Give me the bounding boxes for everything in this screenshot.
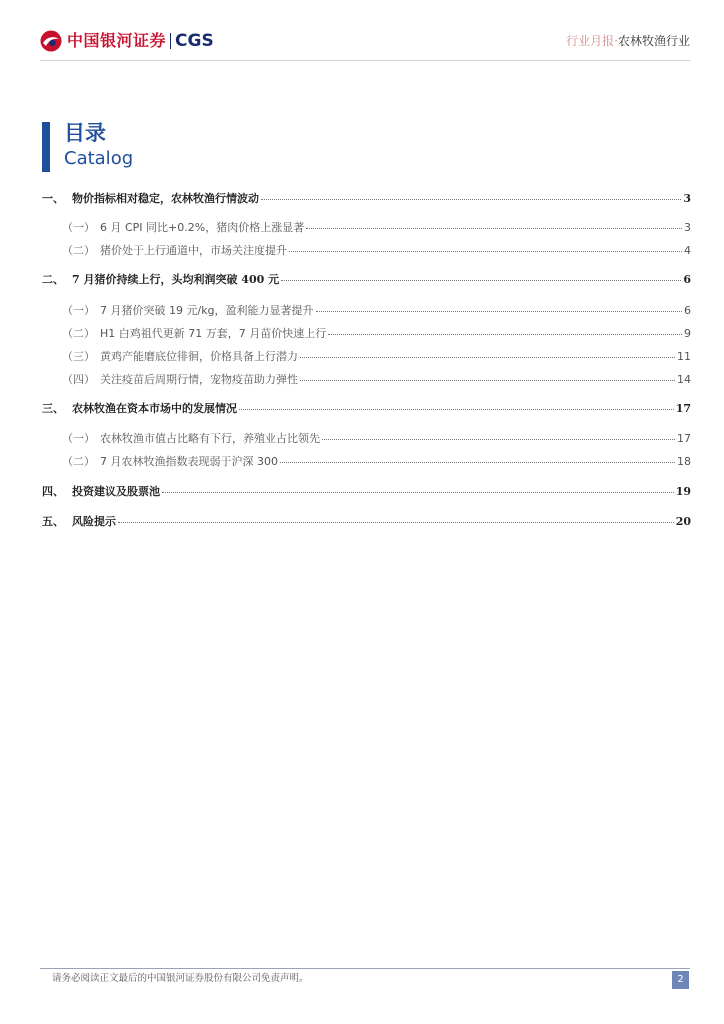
toc-entry-page: 4 [684, 244, 691, 257]
toc-entry-page: 6 [683, 273, 691, 286]
toc-entry-page: 17 [677, 432, 691, 445]
toc-entry-page: 19 [675, 485, 691, 498]
toc-section-row[interactable] [42, 513, 691, 531]
toc-entry-number: （一） [62, 221, 95, 234]
toc-entry-number: （一） [62, 432, 95, 445]
header-divider [40, 60, 690, 61]
toc-subsection-row[interactable] [42, 325, 691, 343]
toc-entry-number: （二） [62, 455, 95, 468]
toc-section-row[interactable] [42, 483, 691, 501]
report-type: 行业月报· [566, 34, 618, 48]
toc-subsection-row[interactable] [42, 348, 691, 366]
toc-entry-title: 投资建议及股票池 [72, 485, 160, 498]
toc-entry-title: H1 白鸡祖代更新 71 万套，7 月苗价快速上行 [100, 327, 327, 340]
toc-entry-number: 四、 [42, 485, 64, 498]
toc-section-row[interactable] [42, 271, 691, 289]
toc-entry-page: 17 [675, 402, 691, 415]
toc-entry-title: 物价指标相对稳定，农林牧渔行情波动 [72, 192, 259, 205]
company-logo [40, 30, 214, 52]
toc-subsection-row[interactable] [42, 430, 691, 448]
toc-section-row[interactable] [42, 400, 691, 418]
toc-entry-number: （二） [62, 244, 95, 257]
toc-leader-dots [322, 438, 675, 440]
toc-entry-number: 二、 [42, 273, 64, 286]
toc-entry-title: 7 月猪价持续上行，头均利润突破 400 元 [72, 273, 280, 286]
toc-leader-dots [118, 521, 674, 523]
logo-abbreviation: CGS [175, 31, 214, 51]
toc-entry-page: 20 [675, 515, 691, 528]
toc-leader-dots [306, 227, 682, 229]
toc-subsection-row[interactable] [42, 371, 691, 389]
toc-entry-page: 14 [677, 373, 691, 386]
toc-leader-dots [300, 356, 675, 358]
toc-entry-title: 农林牧渔在资本市场中的发展情况 [72, 402, 237, 415]
toc-leader-dots [316, 310, 682, 312]
toc-subsection-row[interactable] [42, 453, 691, 471]
toc-subsection-row[interactable] [42, 219, 691, 237]
toc-leader-dots [261, 198, 681, 200]
toc-entry-number: （二） [62, 327, 95, 340]
toc-entry-number: （四） [62, 373, 95, 386]
toc-entry-title: 7 月猪价突破 19 元/kg，盈利能力显著提升 [100, 304, 314, 317]
toc-entry-title: 7 月农林牧渔指数表现弱于沪深 300 [100, 455, 278, 468]
logo-divider [170, 33, 171, 49]
toc-entry-title: 猪价处于上行通道中，市场关注度提升 [100, 244, 287, 257]
toc-leader-dots [300, 379, 675, 381]
toc-entry-page: 3 [683, 192, 691, 205]
toc-leader-dots [162, 491, 674, 493]
toc-leader-dots [281, 279, 681, 281]
toc-entry-title: 6 月 CPI 同比+0.2%，猪肉价格上涨显著 [100, 221, 305, 234]
toc-entry-number: 三、 [42, 402, 64, 415]
toc-entry-title: 黄鸡产能磨底位徘徊，价格具备上行潜力 [100, 350, 298, 363]
toc-entry-page: 9 [684, 327, 691, 340]
toc-title-en: Catalog [64, 148, 134, 169]
toc-subsection-row[interactable] [42, 242, 691, 260]
toc-entry-number: （三） [62, 350, 95, 363]
toc-leader-dots [289, 250, 682, 252]
toc-leader-dots [280, 461, 675, 463]
galaxy-logo-icon [40, 30, 62, 52]
toc-subsection-row[interactable] [42, 302, 691, 320]
toc-entry-number: （一） [62, 304, 95, 317]
toc-entry-page: 18 [677, 455, 691, 468]
heading-accent-bar [42, 122, 50, 172]
toc-entry-number: 一、 [42, 192, 64, 205]
toc-entry-title: 农林牧渔市值占比略有下行，养殖业占比领先 [100, 432, 320, 445]
footer-disclaimer: 请务必阅读正文最后的中国银河证券股份有限公司免责声明。 [52, 973, 309, 984]
toc-entry-page: 6 [684, 304, 691, 317]
report-category [566, 32, 690, 50]
toc-title-cn: 目录 [64, 121, 106, 145]
toc-entry-title: 风险提示 [72, 515, 116, 528]
toc-entry-page: 11 [677, 350, 691, 363]
toc-entry-title: 关注疫苗后周期行情，宠物疫苗助力弹性 [100, 373, 298, 386]
footer-divider [40, 968, 690, 969]
toc-leader-dots [328, 333, 682, 335]
toc-leader-dots [239, 408, 674, 410]
toc-section-row[interactable] [42, 190, 691, 208]
toc-entry-page: 3 [684, 221, 691, 234]
toc-entry-number: 五、 [42, 515, 64, 528]
page-number: 2 [672, 971, 689, 989]
industry-name: 农林牧渔行业 [617, 34, 690, 48]
logo-company-name: 中国银河证券 [67, 31, 167, 50]
